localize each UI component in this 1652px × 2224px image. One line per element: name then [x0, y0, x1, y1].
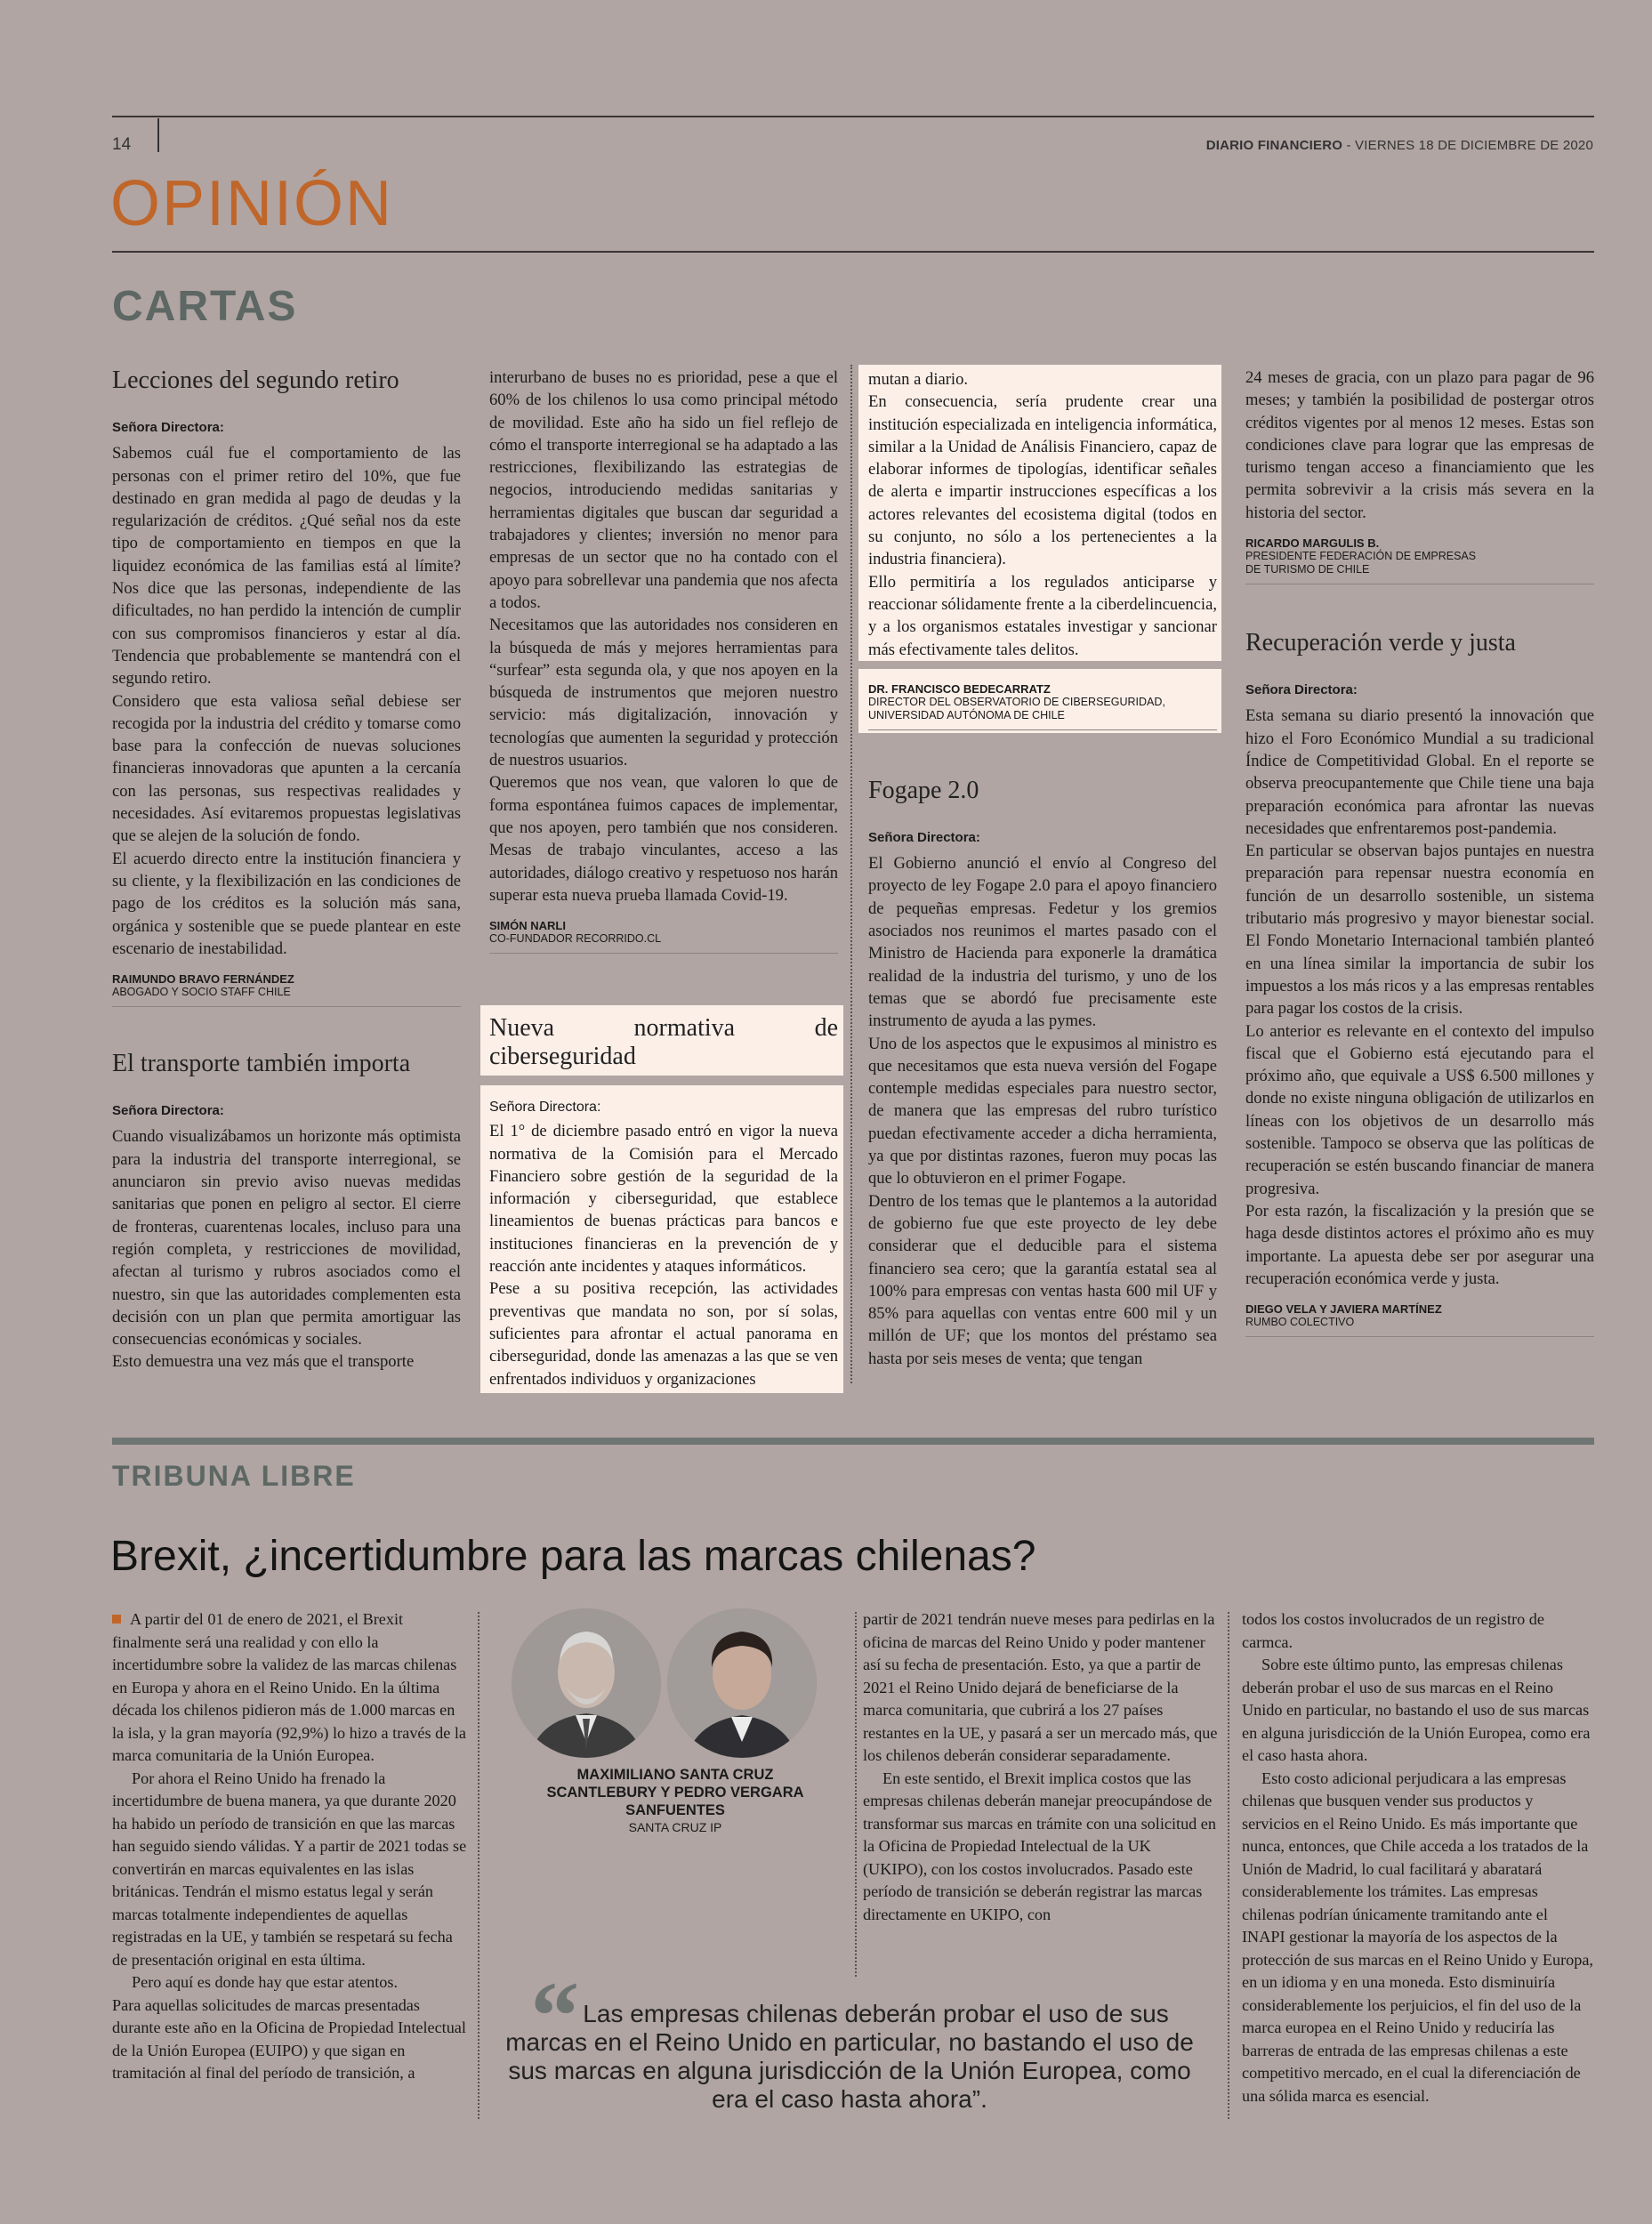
letter-signature — [1245, 536, 1594, 584]
author-role: DIRECTOR DEL OBSERVATORIO DE CIBERSEGURIDAD, — [868, 695, 1165, 708]
letter-paragraph: interurbano de buses no es prioridad, pese a que el 60% de los chilenos lo usa como principal método de movilidad. Este año ha sido un fiel reflejo de cómo el transporte interregional se ha adaptado a las restricciones, flexibilizando las estrategias de negocios, introduciendo medidas sanitarias y herramientas digitales que buscan dar seguridad a trabajadores y clientes; inversión no menor para empresas de un sector que no ha contado con el apoyo para sobrellevar una pandemia que nos afecta a todos. — [489, 368, 838, 612]
author-name: SIMÓN NARLI — [489, 919, 566, 933]
article-byline — [537, 1766, 813, 1835]
article-paragraph: Esto costo adicional perjudicara a las empresas chilenas que busquen vender sus productos y servicios en el Reino Unido. Es más importante que nunca, entonces, que Chile acceda a los tratados de la Unión de Madrid, lo cual facilitará y abaratará considerablemente los trámites. Las empresas chilenas podrían únicamente tramitando ante el INAPI gestionar la mayoría de los aspectos de la protección de sus marcas en el Reino Unido y Europa, en un idioma y en una moneda. Esto disminuiría considerablemente los perjuicios, el fin del uso de la marca europea en el Reino Unido y reduciría las barreras de entrada de las empresas chilenas a este competitivo mercado, en el cual la diferenciación de una sólida marca es esencial. — [1242, 1769, 1593, 2105]
author-role: RUMBO COLECTIVO — [1245, 1316, 1355, 1329]
page-number-separator — [157, 118, 159, 152]
letter-title: El transporte también importa — [112, 1050, 411, 1078]
article-paragraph: Pero aquí es donde hay que estar atentos. — [132, 1973, 398, 1991]
author-firm: SANTA CRUZ IP — [628, 1820, 722, 1834]
salutation: Señora Directora: — [112, 1103, 224, 1119]
article-paragraph: Para aquellas solicitudes de marcas presentadas durante este año en la Oficina de Propiedad Intelectual de la Unión Europea (EUIPO) y que sigan en tramitación al final del período de transición, a — [112, 1995, 466, 2082]
letter-paragraph: Considero que esta valiosa señal debiese ser recogida por la industria del crédito y tomarse como base para la confección de nuevas soluciones financieras innovadoras que apunten a la cercanía con las personas, sus respectivas realidades y necesidades. Así evitaremos propuestas legislativas que se alejen de la solución de fondo. — [112, 691, 461, 846]
letter-title: Nueva normativa de ciberseguridad — [489, 1014, 838, 1070]
salutation: Señora Directora: — [1245, 682, 1358, 698]
letter-paragraph: Queremos que nos vean, que valoren lo que de forma espontánea fuimos capaces de implementar, que nos apoyen, pero también que nos consideren. Mesas de trabajo vinculantes, acceso a las autoridades, diálogo creativo y respetuoso nos harán superar esta nueva prueba llamada Covid-19. — [489, 773, 838, 905]
author-photo-1 — [512, 1608, 661, 1758]
letter-paragraph: En particular se observan bajos puntajes en nuestra preparación para repensar nuestra economía en función de un desarrollo sostenible, un sistema tributario más progresivo y mayor bienestar social. El Fondo Monetario Internacional también planteó en una línea similar la importancia de subir los impuestos a los más ricos y a las empresas rentables para pagar los costos de la crisis. — [1245, 842, 1594, 1019]
letter-paragraph: Necesitamos que las autoridades nos consideren en la búsqueda de más y mejores herramientas para “surfear” esta segunda ola, y que nos apoyen en la búsqueda de instrumentos que mejoren nuestro servicio: más digitalización, innovación y tecnologías que aumenten la seguridad y protección de nuestros usuarios. — [489, 616, 838, 770]
publication-name: DIARIO FINANCIERO — [1205, 138, 1343, 153]
section-title: OPINIÓN — [110, 168, 394, 239]
lead-square-icon — [112, 1615, 121, 1624]
tribuna-column-3 — [863, 1608, 1219, 1926]
tribuna-headline: Brexit, ¿incertidumbre para las marcas chilenas? — [110, 1533, 1036, 1580]
letter-paragraph: Lo anterior es relevante en el contexto del impulso fiscal que el Gobierno está ejecutando para el próximo año, que equivale a US$ 6.500 millones y donde no existe ninguna obligación de utilizarlos en líneas con los objetivos de un desarrollo más sostenible. Tampoco se observa que las políticas de recuperación se estén buscando financiar de manera progresiva. — [1245, 1021, 1594, 1198]
letter-signature — [489, 919, 838, 954]
author-role: DE TURISMO DE CHILE — [1245, 563, 1370, 576]
author-name: DIEGO VELA Y JAVIERA MARTÍNEZ — [1245, 1302, 1442, 1317]
salutation: Señora Directora: — [112, 420, 224, 435]
article-paragraph — [112, 1608, 468, 1768]
column-divider — [1228, 1612, 1229, 2119]
letter-paragraph: El acuerdo directo entre la institución financiera y su cliente, y la flexibilización en las condiciones de pago de los créditos es la solución más sana, orgánica y sostenible que se puede plantear en este escenario de inestabilidad. — [112, 849, 461, 958]
author-names: MAXIMILIANO SANTA CRUZ SCANTLEBURY Y PEDRO VERGARA SANFUENTES — [546, 1767, 804, 1818]
cartas-column-3 — [868, 368, 1217, 1370]
letter-paragraph: Pese a su positiva recepción, las actividades preventivas que mandata no son, por sí solas, suficientes para afrontar el actual panorama en ciberseguridad, donde las amenazas a las que se ven enfrentados individuos y organizaciones — [489, 1279, 838, 1389]
author-name: RICARDO MARGULIS B. — [1245, 536, 1380, 551]
author-name: RAIMUNDO BRAVO FERNÁNDEZ — [112, 972, 294, 987]
quote-mark-icon: “ — [530, 1962, 580, 2070]
letter-paragraph: mutan a diario. — [868, 370, 969, 389]
author-role: CO-FUNDADOR RECORRIDO.CL — [489, 932, 662, 946]
tribuna-label: TRIBUNA LIBRE — [112, 1460, 356, 1492]
tribuna-rule — [112, 1438, 1594, 1445]
letter-paragraph: Sabemos cuál fue el comportamiento de las personas con el primer retiro del 10%, que fue destinado en gran medida al pago de deudas y la regularización de créditos. ¿Qué señal nos da este tipo de comportamiento en tiempos en que la liquidez económica de las familias está al límite? Nos dice que las personas, independiente de las dificultades, no han perdido la intención de cumplir con sus compromisos financieros y estar al día. Tendencia que probablemente se mantendrá con el segundo retiro. — [112, 444, 461, 689]
section-rule — [112, 251, 1594, 253]
issue-date: - VIERNES 18 DE DICIEMBRE DE 2020 — [1342, 138, 1593, 153]
column-divider — [478, 1612, 479, 2119]
top-rule — [112, 116, 1594, 117]
author-role: ABOGADO Y SOCIO STAFF CHILE — [112, 986, 291, 999]
letter-paragraph: En consecuencia, sería prudente crear una institución especializada en inteligencia informática, similar a la Unidad de Análisis Financiero, capaz de elaborar informes de tipologías, identificar señales de alerta e impartir instrucciones específicas a los actores relevantes del ecosistema digital (todos en su conjunto, no sólo a los pertenecientes a la industria financiera). — [868, 392, 1217, 569]
letter-title: Fogape 2.0 — [868, 776, 979, 804]
letter-paragraph: Esta semana su diario presentó la innovación que hizo el Foro Económico Mundial a su tradicional Índice de Competitividad Global. En el reporte se observa preocupantemente que Chile tiene una baja preparación económica para afrontar las nuevas necesidades que enfrentaremos post-pandemia. — [1245, 706, 1594, 838]
cartas-column-1 — [112, 367, 461, 1374]
letter-paragraph: Ello permitiría a los regulados anticiparse y reaccionar sólidamente frente a la ciberdelincuencia, y a los organismos estatales investigar y sancionar más efectivamente tales delitos. — [868, 572, 1217, 659]
article-paragraph: todos los costos involucrados de un registro de carmca. — [1242, 1610, 1544, 1651]
letter-paragraph: Dentro de los temas que le plantemos a la autoridad de gobierno fue que este proyecto de ley debe considerar que el deducible para el sistema financiero sea cero; que la garantía estatal sea al 100% para empresas con ventas hasta 600 mil UF y 85% para aquellas con ventas entre 600 mil y un millón de UF; que los montos del préstamo sea hasta por seis meses de venta; que tengan — [868, 1191, 1217, 1368]
letter-paragraph: Uno de los aspectos que le expusimos al ministro es que necesitamos que esta nueva versión del Fogape contemple medidas especiales para nuestro sector, de manera que las empresas del rubro turístico puedan efectivamente acceder a dicha herramienta, ya que por distintas razones, fueron muy pocas las que lo obtuvieron en el primer Fogape. — [868, 1034, 1217, 1189]
author-photo-2 — [667, 1608, 817, 1758]
author-role: UNIVERSIDAD AUTÓNOMA DE CHILE — [868, 708, 1065, 721]
article-paragraph: Sobre este último punto, las empresas chilenas deberán probar el uso de sus marcas en el Reino Unido en particular, no bastando el uso de sus marcas en alguna jurisdicción de la Unión Europea, como era el caso hasta ahora. — [1242, 1656, 1591, 1764]
article-paragraph: Por ahora el Reino Unido ha frenado la incertidumbre de buena manera, ya que durante 2020 ha habido un período de transición en que las marcas han seguido siendo válidas. Y a partir de 2021 todas se convertirán en marcas equivalentes en las islas británicas. Tendrán el mismo estatus legal y serán marcas totalmente independientes de aquellas registradas en la UE, y también se respetará su fecha de presentación original en esta última. — [112, 1769, 467, 1969]
masthead — [1206, 138, 1593, 153]
letter-signature — [868, 682, 1217, 730]
cartas-column-2 — [489, 367, 838, 954]
tribuna-column-4 — [1242, 1608, 1594, 2107]
letter-title: Recuperación verde y justa — [1245, 629, 1516, 657]
letter-paragraph: El 1° de diciembre pasado entró en vigor la nueva normativa de la Comisión para el Mercado Financiero sobre gestión de la seguridad de la información y ciberseguridad, que establece lineamientos de buenas prácticas para bancos e instituciones financieras en la prevención de y reacción ante incidentes y ataques informáticos. — [489, 1122, 838, 1277]
letter-paragraph: 24 meses de gracia, con un plazo para pagar de 96 meses; y también la posibilidad de postergar otros créditos vigentes por al menos 12 meses. Estas son condiciones clave para lograr que las empresas de turismo tengan acceso a financiamiento que les permita sobrevivir a la crisis más severa en la historia del sector. — [1245, 368, 1594, 522]
letter-paragraph: Cuando visualizábamos un horizonte más optimista para la industria del transporte interregional, se anunciaron sin previo aviso nuevas medidas sanitarias que ponen en peligro al sector. El cierre de fronteras, cuarentenas locales, incluso para una región completa, y restricciones de movilidad, afectan al turismo y rubros asociados como el nuestro, sin que las autoridades complementen esta decisión con un plan que permita amortiguar las consecuencias económicas y sociales. — [112, 1127, 461, 1350]
article-lead-text: A partir del 01 de enero de 2021, el Brexit finalmente será una realidad y con ello la incertidumbre sobre la validez de las marcas chilenas en Europa y ahora en el Reino Unido. En la última década los chilenos pidieron más de 1.000 marcas en la isla, y la gran mayoría (92,9%) lo hizo a través de la marca comunitaria de la Unión Europea. — [112, 1610, 466, 1764]
column-divider — [855, 1612, 857, 1977]
letter-paragraph: Esto demuestra una vez más que el transporte — [112, 1352, 415, 1372]
column-divider — [850, 365, 852, 1383]
salutation: Señora Directora: — [489, 1100, 601, 1115]
salutation: Señora Directora: — [868, 829, 980, 845]
author-name: DR. FRANCISCO BEDECARRATZ — [868, 681, 1051, 696]
tribuna-column-1 — [112, 1608, 468, 2085]
author-role: PRESIDENTE FEDERACIÓN DE EMPRESAS — [1245, 550, 1477, 563]
article-paragraph: En este sentido, el Brexit implica costos que las empresas chilenas deberán manejar preocupándose de transformar sus marcas en trámite con una solicitud en la Oficina de Propiedad Intelectual de la UK (UKIPO), con los costos involucrados. Pasado este período de transición se deberán registrar las marcas directamente en UKIPO, con — [863, 1769, 1216, 1923]
cartas-column-4 — [1245, 367, 1594, 1337]
letter-title: Lecciones del segundo retiro — [112, 367, 399, 394]
page-number: 14 — [112, 135, 132, 154]
letter-paragraph: Por esta razón, la fiscalización y la presión que se haga desde distintos actores el próximo año es muy importante. La apuesta debe ser por asegurar una recuperación económica verde y justa. — [1245, 1201, 1594, 1288]
article-paragraph: partir de 2021 tendrán nueve meses para pedirlas en la oficina de marcas del Reino Unido y poder mantener así su fecha de presentación. Esto, ya que a partir de 2021 el Reino Unido dejará de beneficiarse de la marca comunitaria, que cubrirá a los 27 países restantes en la UE, y pasará a ser un mercado más, que los chilenos deberán considerar separadamente. — [863, 1610, 1218, 1764]
letter-paragraph: El Gobierno anunció el envío al Congreso del proyecto de ley Fogape 2.0 para el apoyo financiero de pequeñas empresas. Fedetur y los gremios asociados nos reunimos el martes pasado con el Ministro de Hacienda para exponerle la dramática realidad de la industria del turismo, y uno de los temas que se abordó fue precisamente este instrumento de ayuda a las pymes. — [868, 854, 1217, 1031]
pull-quote — [498, 1962, 1201, 2114]
letter-signature — [112, 972, 461, 1007]
pull-quote-text: Las empresas chilenas deberán probar el uso de sus marcas en el Reino Unido en particular, no bastando el uso de sus marcas en alguna jurisdicción de la Unión Europea, como era el caso hasta ahora”. — [505, 2000, 1194, 2113]
cartas-label: CARTAS — [112, 283, 298, 330]
letter-signature — [1245, 1302, 1594, 1337]
cyber-letter-start — [489, 1014, 838, 1390]
